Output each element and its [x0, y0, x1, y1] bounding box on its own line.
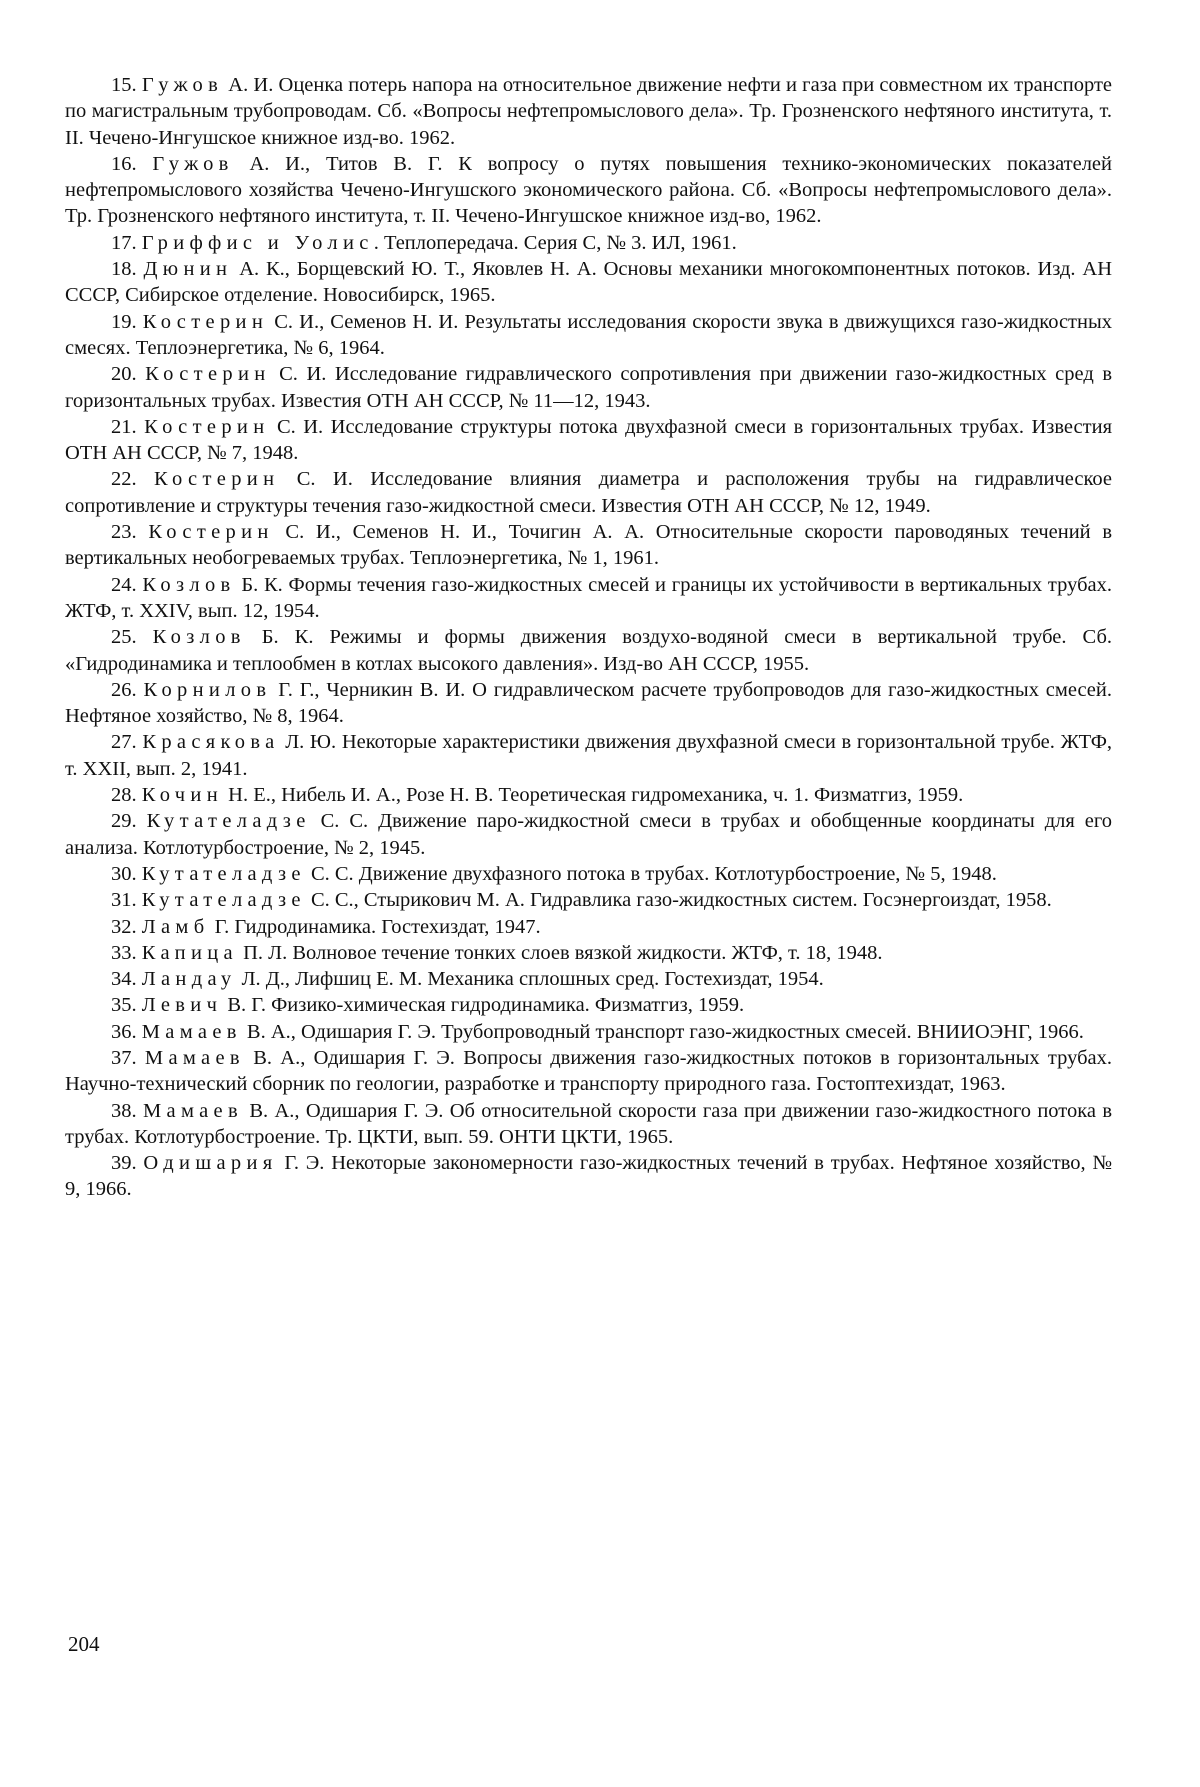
reference-author: Гриффис и Уолис	[141, 231, 374, 254]
reference-number: 24.	[111, 573, 137, 596]
reference-author: Костерин	[142, 310, 269, 333]
reference-text: С. И. Исследование влияния диаметра и расположения трубы на гидравлическое сопротивление и структуры течения газо-жидкостной смеси. Известия ОТН АН СССР, № 12, 1949.	[65, 468, 1112, 517]
reference-item	[65, 361, 1112, 414]
reference-item	[65, 230, 1112, 256]
reference-number: 33.	[111, 941, 137, 964]
reference-author: Красякова	[142, 731, 280, 754]
reference-item	[65, 729, 1112, 782]
reference-number: 21.	[111, 415, 137, 438]
reference-text: С. И. Исследование гидравлического сопротивления при движении газо-жидкостных сред в горизонтальных трубах. Известия ОТН АН СССР, № 11—12, 1943.	[65, 363, 1113, 412]
reference-item	[65, 624, 1112, 677]
reference-author: Костерин	[153, 468, 280, 491]
reference-number: 28.	[111, 784, 137, 807]
reference-item	[65, 256, 1112, 309]
reference-text: С. И. Исследование структуры потока двухфазной смеси в горизонтальных трубах. Известия ОТН АН СССР, № 7, 1948.	[65, 415, 1113, 465]
reference-number: 32.	[111, 915, 137, 938]
reference-number: 29.	[111, 810, 137, 833]
reference-number: 26.	[111, 678, 137, 701]
reference-author: Костерин	[145, 363, 271, 386]
reference-text: В. Г. Физико-химическая гидродинамика. Физматгиз, 1959.	[222, 994, 745, 1017]
reference-author: Капица	[141, 941, 238, 964]
reference-item	[65, 992, 1112, 1018]
reference-item	[65, 808, 1112, 861]
reference-number: 31.	[111, 889, 137, 912]
reference-text: А. К., Борщевский Ю. Т., Яковлев Н. А. Основы механики многокомпонентных потоков. Изд. АН СССР, Сибирское отделение. Новосибирск, 1965.	[65, 258, 1113, 307]
reference-item	[65, 1098, 1112, 1151]
reference-text: Л. Д., Лифшиц Е. М. Механика сплошных сред. Гостехиздат, 1954.	[236, 968, 824, 991]
reference-text: С. С., Стырикович М. А. Гидравлика газо-жидкостных систем. Госэнергоиздат, 1958.	[305, 889, 1052, 912]
reference-item	[65, 151, 1112, 230]
reference-author: Ландау	[141, 968, 237, 991]
reference-author: Дюнин	[143, 258, 233, 281]
reference-number: 19.	[111, 310, 137, 333]
reference-author: Кутателадзе	[141, 862, 306, 885]
reference-item	[65, 861, 1112, 887]
reference-item	[65, 466, 1112, 519]
reference-item	[65, 887, 1112, 913]
reference-text: С. И., Семенов Н. И. Результаты исследования скорости звука в движущихся газо-жидкостных смесях. Теплоэнергетика, № 6, 1964.	[65, 310, 1113, 359]
reference-number: 16.	[111, 152, 137, 175]
reference-author: Костерин	[148, 521, 274, 544]
reference-author: Мамаев	[141, 1020, 242, 1043]
reference-author: Козлов	[152, 626, 246, 649]
reference-author: Гужов	[141, 74, 224, 96]
reference-text: В. А., Одишария Г. Э. Вопросы движения газо-жидкостных потоков в горизонтальных трубах. Научно-технический сборник по геологии, разработке и транспорту природного газа. Гостоптехиздат, 1963.	[65, 1046, 1113, 1096]
reference-author: Костерин	[144, 415, 270, 438]
reference-text: Б. К. Формы течения газо-жидкостных смесей и границы их устойчивости в вертикальных трубах. ЖТФ, т. XXIV, вып. 12, 1954.	[65, 573, 1113, 622]
reference-item	[65, 782, 1112, 808]
reference-text: . Теплопередача. Серия С, № 3. ИЛ, 1961.	[373, 231, 737, 254]
reference-item	[65, 72, 1112, 151]
reference-number: 18.	[111, 258, 137, 281]
reference-text: А. И. Оценка потерь напора на относительное движение нефти и газа при совместном их транспорте по магистральным трубопроводам. Сб. «Вопросы нефтепромыслового дела». Тр. Грозненского нефтяного института, т. II. Чечено-Ингушское книжное изд-во. 1962.	[65, 74, 1113, 149]
reference-number: 39.	[111, 1152, 137, 1175]
reference-item	[65, 414, 1112, 467]
reference-number: 20.	[111, 363, 137, 386]
reference-number: 34.	[111, 968, 137, 991]
reference-number: 22.	[111, 468, 137, 491]
reference-item	[65, 519, 1112, 572]
references-page	[65, 72, 1112, 1203]
reference-author: Кутателадзе	[146, 810, 311, 833]
reference-text: Г. Гидродинамика. Гостехиздат, 1947.	[209, 915, 541, 938]
reference-number: 27.	[111, 731, 137, 754]
reference-item	[65, 1019, 1112, 1045]
reference-item	[65, 914, 1112, 940]
reference-item	[65, 309, 1112, 362]
reference-item	[65, 940, 1112, 966]
reference-text: Г. Г., Черникин В. И. О гидравлическом расчете трубопроводов для газо-жидкостных смесей. Нефтяное хозяйство, № 8, 1964.	[65, 678, 1113, 728]
reference-number: 37.	[111, 1046, 137, 1069]
reference-number: 23.	[111, 521, 137, 544]
reference-number: 17.	[111, 231, 137, 254]
reference-text: А. И., Титов В. Г. К вопросу о путях повышения технико-экономических показателей нефтепромыслового хозяйства Чечено-Ингушского экономического района. Сб. «Вопросы нефтепромыслового дела». Тр. Грозненского нефтяного института, т. II. Чечено-Ингушское книжное изд-во, 1962.	[65, 152, 1113, 228]
reference-author: Корнилов	[143, 678, 272, 701]
reference-author: Козлов	[142, 573, 236, 596]
reference-item	[65, 1150, 1112, 1203]
reference-item	[65, 1045, 1112, 1098]
reference-author: Кутателадзе	[141, 889, 306, 912]
reference-number: 35.	[111, 994, 137, 1017]
reference-text: В. А., Одишария Г. Э. Трубопроводный транспорт газо-жидкостных смесей. ВНИИОЭНГ, 1966.	[241, 1020, 1084, 1043]
reference-text: Л. Ю. Некоторые характеристики движения двухфазной смеси в горизонтальной трубе. ЖТФ, т. XXII, вып. 2, 1941.	[65, 731, 1113, 780]
reference-author: Ламб	[141, 915, 210, 938]
reference-item	[65, 572, 1112, 625]
reference-number: 38.	[111, 1099, 137, 1122]
reference-number: 15.	[111, 74, 137, 96]
reference-text: С. С. Движение двухфазного потока в трубах. Котлотурбостроение, № 5, 1948.	[305, 862, 997, 885]
reference-number: 36.	[111, 1020, 137, 1043]
reference-author: Гужов	[152, 152, 234, 175]
reference-text: С. С. Движение паро-жидкостной смеси в трубах и обобщенные координаты для его анализа. Котлотурбостроение, № 2, 1945.	[65, 810, 1113, 859]
reference-text: С. И., Семенов Н. И., Точигин А. А. Относительные скорости пароводяных течений в вертикальных необогреваемых трубах. Теплоэнергетика, № 1, 1961.	[65, 521, 1113, 570]
reference-author: Мамаев	[142, 1099, 243, 1122]
reference-author: Кочин	[141, 784, 224, 807]
reference-text: Г. Э. Некоторые закономерности газо-жидкостных течений в трубах. Нефтяное хозяйство, № 9, 1966.	[65, 1152, 1113, 1201]
reference-text: П. Л. Волновое течение тонких слоев вязкой жидкости. ЖТФ, т. 18, 1948.	[237, 941, 883, 964]
reference-item	[65, 677, 1112, 730]
reference-number: 25.	[111, 626, 137, 649]
reference-item	[65, 966, 1112, 992]
reference-text: Н. Е., Нибель И. А., Розе Н. В. Теоретическая гидромеханика, ч. 1. Физматгиз, 1959.	[223, 784, 964, 807]
reference-text: В. А., Одишария Г. Э. Об относительной скорости газа при движении газо-жидкостного потока в трубах. Котлотурбостроение. Тр. ЦКТИ, вып. 59. ОНТИ ЦКТИ, 1965.	[65, 1099, 1112, 1148]
reference-author: Одишария	[143, 1152, 278, 1175]
reference-author: Мамаев	[144, 1046, 245, 1069]
reference-number: 30.	[111, 862, 137, 885]
reference-text: Б. К. Режимы и формы движения воздухо-водяной смеси в вертикальной трубе. Сб. «Гидродинамика и теплообмен в котлах высокого давления». Изд-во АН СССР, 1955.	[65, 626, 1112, 675]
page-number: 204	[68, 1632, 100, 1656]
reference-author: Левич	[141, 994, 223, 1017]
reference-list	[65, 72, 1112, 1203]
